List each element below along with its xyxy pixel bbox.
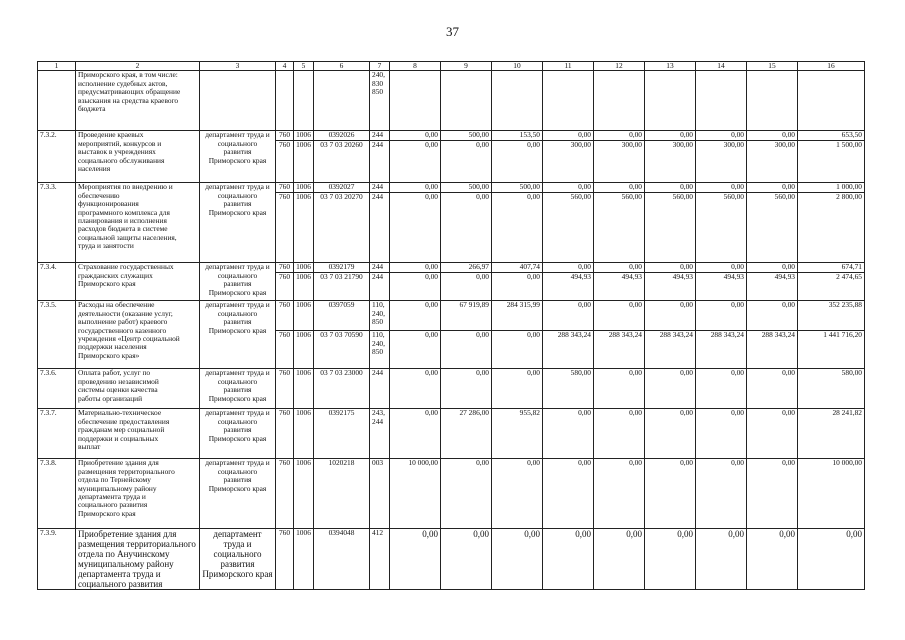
amount-cell: 0,00: [543, 301, 594, 331]
amount-cell: 0,00: [441, 529, 492, 590]
amount-cell: 0,00: [747, 459, 798, 529]
amount-cell: 0,00: [594, 369, 645, 409]
amount-cell: 288 343,24: [747, 331, 798, 369]
amount-cell: 0,00: [645, 301, 696, 331]
amount-cell: 0,00: [492, 369, 543, 409]
amount-cell: [492, 71, 543, 131]
code-expense-type: 244: [370, 273, 390, 301]
amount-cell: 0,00: [390, 369, 441, 409]
amount-cell: 288 343,24: [594, 331, 645, 369]
code-section: 1006: [294, 131, 314, 141]
amount-cell: 0,00: [696, 529, 747, 590]
amount-cell: 0,00: [492, 273, 543, 301]
column-number: 11: [543, 62, 594, 71]
amount-cell: 0,00: [594, 301, 645, 331]
amount-cell: 500,00: [492, 183, 543, 193]
amount-cell: 0,00: [390, 331, 441, 369]
amount-cell: 10 000,00: [390, 459, 441, 529]
amount-cell: 0,00: [747, 409, 798, 459]
amount-cell: 10 000,00: [798, 459, 865, 529]
code-expense-type: 240, 830 850: [370, 71, 390, 131]
amount-cell: 0,00: [390, 273, 441, 301]
item-number: 7.3.8.: [38, 459, 76, 529]
item-name: Расходы на обеспечение деятельности (оказание услуг, выполнение работ) краевого государственного казенного учреждения «Центр социальной поддержки населения Приморского края»: [76, 301, 200, 369]
column-number: 8: [390, 62, 441, 71]
amount-cell: 0,00: [441, 369, 492, 409]
amount-cell: 0,00: [390, 131, 441, 141]
amount-cell: [747, 71, 798, 131]
table-row: [38, 369, 865, 409]
amount-cell: 0,00: [594, 183, 645, 193]
table-row: [38, 409, 865, 459]
column-number: 3: [200, 62, 276, 71]
amount-cell: 288 343,24: [696, 331, 747, 369]
code-target: 1020218: [314, 459, 370, 529]
amount-cell: 494,93: [543, 273, 594, 301]
amount-cell: [543, 71, 594, 131]
code-target: 0392027: [314, 183, 370, 193]
amount-cell: 0,00: [543, 529, 594, 590]
code-target: 0392026: [314, 131, 370, 141]
amount-cell: 352 235,88: [798, 301, 865, 331]
executor: департамент труда и социального развития Приморского края: [200, 369, 276, 409]
code-expense-type: 244: [370, 131, 390, 141]
executor: департамент труда и социального развития Приморского края: [200, 529, 276, 590]
amount-cell: 0,00: [441, 331, 492, 369]
item-number: 7.3.4.: [38, 263, 76, 301]
item-name: Страхование государственных гражданских служащих Приморского края: [76, 263, 200, 301]
amount-cell: 560,00: [543, 193, 594, 263]
code-ministry: 760: [276, 193, 294, 263]
code-ministry: 760: [276, 529, 294, 590]
amount-cell: 0,00: [696, 131, 747, 141]
code-section: 1006: [294, 459, 314, 529]
code-section: 1006: [294, 193, 314, 263]
executor: департамент труда и социального развития Приморского края: [200, 301, 276, 369]
table-row: [38, 131, 865, 141]
code-expense-type: 412: [370, 529, 390, 590]
amount-cell: 0,00: [492, 141, 543, 183]
amount-cell: 674,71: [798, 263, 865, 273]
item-number: 7.3.6.: [38, 369, 76, 409]
code-target: 03 7 03 23000: [314, 369, 370, 409]
amount-cell: 580,00: [798, 369, 865, 409]
amount-cell: 0,00: [594, 263, 645, 273]
code-target: 03 7 03 20270: [314, 193, 370, 263]
code-expense-type: 244: [370, 369, 390, 409]
amount-cell: 288 343,24: [645, 331, 696, 369]
amount-cell: 0,00: [747, 529, 798, 590]
amount-cell: 0,00: [390, 193, 441, 263]
column-number: 13: [645, 62, 696, 71]
code-expense-type: 003: [370, 459, 390, 529]
item-number: 7.3.2.: [38, 131, 76, 183]
code-section: 1006: [294, 409, 314, 459]
amount-cell: 0,00: [798, 529, 865, 590]
amount-cell: 0,00: [696, 369, 747, 409]
amount-cell: 266,97: [441, 263, 492, 273]
column-number: 9: [441, 62, 492, 71]
code-target: 0397059: [314, 301, 370, 331]
amount-cell: 0,00: [747, 263, 798, 273]
amount-cell: 0,00: [696, 183, 747, 193]
code-section: 1006: [294, 301, 314, 331]
code-ministry: 760: [276, 263, 294, 273]
table-row: [38, 183, 865, 193]
amount-cell: 0,00: [696, 409, 747, 459]
amount-cell: 560,00: [645, 193, 696, 263]
code-target: [314, 71, 370, 131]
column-number: 5: [294, 62, 314, 71]
code-ministry: 760: [276, 331, 294, 369]
executor: департамент труда и социального развития Приморского края: [200, 131, 276, 183]
amount-cell: 0,00: [441, 273, 492, 301]
amount-cell: 0,00: [441, 193, 492, 263]
amount-cell: 0,00: [492, 529, 543, 590]
column-number: 16: [798, 62, 865, 71]
item-name: Приморского края, в том числе: исполнение судебных актов, предусматривающих обращение взыскания на средства краевого бюджета: [76, 71, 200, 131]
item-number: [38, 71, 76, 131]
item-name: Мероприятия по внедрению и обеспечению функционирования программного комплекса для планирования и исполнения расходов бюджета в системе социальной защиты населения, труда и занятости: [76, 183, 200, 263]
amount-cell: 0,00: [645, 409, 696, 459]
executor: департамент труда и социального развития Приморского края: [200, 183, 276, 263]
item-name: Приобретение здания для размещения территориального отдела по Тернейскому муниципальному району департамента труда и социального развития Приморского края: [76, 459, 200, 529]
code-section: 1006: [294, 141, 314, 183]
item-number: 7.3.9.: [38, 529, 76, 590]
code-target: 0394048: [314, 529, 370, 590]
table-row: [38, 263, 865, 273]
amount-cell: [696, 71, 747, 131]
amount-cell: 0,00: [594, 131, 645, 141]
amount-cell: 0,00: [645, 263, 696, 273]
code-expense-type: 244: [370, 183, 390, 193]
amount-cell: 0,00: [645, 369, 696, 409]
amount-cell: 1 441 716,20: [798, 331, 865, 369]
column-number: 4: [276, 62, 294, 71]
code-ministry: 760: [276, 459, 294, 529]
amount-cell: 560,00: [696, 193, 747, 263]
amount-cell: 500,00: [441, 183, 492, 193]
amount-cell: 0,00: [594, 409, 645, 459]
code-ministry: 760: [276, 141, 294, 183]
amount-cell: 0,00: [543, 263, 594, 273]
amount-cell: 28 241,82: [798, 409, 865, 459]
amount-cell: 300,00: [747, 141, 798, 183]
amount-cell: 0,00: [390, 141, 441, 183]
amount-cell: 560,00: [747, 193, 798, 263]
code-section: 1006: [294, 263, 314, 273]
page-number: 37: [446, 24, 459, 39]
amount-cell: [594, 71, 645, 131]
code-ministry: 760: [276, 183, 294, 193]
amount-cell: 0,00: [492, 459, 543, 529]
code-ministry: 760: [276, 131, 294, 141]
amount-cell: 494,93: [696, 273, 747, 301]
amount-cell: 0,00: [594, 459, 645, 529]
code-section: 1006: [294, 331, 314, 369]
amount-cell: 2 800,00: [798, 193, 865, 263]
code-ministry: [276, 71, 294, 131]
code-ministry: 760: [276, 409, 294, 459]
code-target: 0392179: [314, 263, 370, 273]
column-number: 14: [696, 62, 747, 71]
code-target: 03 7 03 20260: [314, 141, 370, 183]
executor: департамент труда и социального развития Приморского края: [200, 459, 276, 529]
table-row: [38, 529, 865, 590]
column-number: 12: [594, 62, 645, 71]
amount-cell: 300,00: [696, 141, 747, 183]
amount-cell: 0,00: [696, 263, 747, 273]
item-name: Приобретение здания для размещения территориального отдела по Анучинскому муниципальному району департамента труда и социального развития: [76, 529, 200, 590]
amount-cell: 494,93: [645, 273, 696, 301]
code-section: 1006: [294, 529, 314, 590]
amount-cell: 1 000,00: [798, 183, 865, 193]
table-row: [38, 301, 865, 331]
code-expense-type: 243, 244: [370, 409, 390, 459]
amount-cell: [390, 71, 441, 131]
amount-cell: 1 500,00: [798, 141, 865, 183]
table-row: [38, 71, 865, 131]
amount-cell: 0,00: [747, 369, 798, 409]
amount-cell: 0,00: [645, 459, 696, 529]
amount-cell: 955,82: [492, 409, 543, 459]
code-section: 1006: [294, 369, 314, 409]
item-number: 7.3.3.: [38, 183, 76, 263]
amount-cell: [441, 71, 492, 131]
amount-cell: 300,00: [645, 141, 696, 183]
amount-cell: 27 286,00: [441, 409, 492, 459]
item-name: Оплата работ, услуг по проведению независимой системы оценки качества работы организаций: [76, 369, 200, 409]
header-row: [38, 62, 865, 71]
code-expense-type: 244: [370, 141, 390, 183]
amount-cell: 284 315,99: [492, 301, 543, 331]
amount-cell: 0,00: [390, 409, 441, 459]
item-number: 7.3.7.: [38, 409, 76, 459]
amount-cell: 0,00: [747, 183, 798, 193]
item-number: 7.3.5.: [38, 301, 76, 369]
amount-cell: 560,00: [594, 193, 645, 263]
amount-cell: [645, 71, 696, 131]
code-ministry: 760: [276, 301, 294, 331]
executor: департамент труда и социального развития Приморского края: [200, 409, 276, 459]
code-section: 1006: [294, 273, 314, 301]
code-target: 03 7 03 70590: [314, 331, 370, 369]
amount-cell: 0,00: [594, 529, 645, 590]
executor: департамент труда и социального развития Приморского края: [200, 263, 276, 301]
amount-cell: 0,00: [492, 331, 543, 369]
amount-cell: 300,00: [594, 141, 645, 183]
amount-cell: 0,00: [390, 529, 441, 590]
amount-cell: 580,00: [543, 369, 594, 409]
code-section: 1006: [294, 183, 314, 193]
amount-cell: 288 343,24: [543, 331, 594, 369]
amount-cell: 0,00: [747, 301, 798, 331]
amount-cell: 67 919,89: [441, 301, 492, 331]
code-expense-type: 110, 240, 850: [370, 331, 390, 369]
amount-cell: 0,00: [441, 459, 492, 529]
code-ministry: 760: [276, 369, 294, 409]
column-number: 2: [76, 62, 200, 71]
amount-cell: 0,00: [645, 183, 696, 193]
code-expense-type: 110, 240, 850: [370, 301, 390, 331]
amount-cell: 0,00: [441, 141, 492, 183]
table-row: [38, 459, 865, 529]
amount-cell: 0,00: [543, 459, 594, 529]
item-name: Проведение краевых мероприятий, конкурсов и выставок в учреждениях социального обслуживания населения: [76, 131, 200, 183]
amount-cell: 0,00: [543, 409, 594, 459]
amount-cell: 0,00: [696, 301, 747, 331]
amount-cell: 0,00: [747, 131, 798, 141]
code-section: [294, 71, 314, 131]
amount-cell: 0,00: [645, 529, 696, 590]
code-expense-type: 244: [370, 193, 390, 263]
column-number: 15: [747, 62, 798, 71]
amount-cell: 2 474,65: [798, 273, 865, 301]
amount-cell: 0,00: [492, 193, 543, 263]
executor: [200, 71, 276, 131]
amount-cell: 300,00: [543, 141, 594, 183]
code-ministry: 760: [276, 273, 294, 301]
amount-cell: 0,00: [543, 131, 594, 141]
amount-cell: 494,93: [747, 273, 798, 301]
item-name: Материально-техническое обеспечение предоставления гражданам мер социальной поддержки и социальных выплат: [76, 409, 200, 459]
amount-cell: 0,00: [390, 263, 441, 273]
amount-cell: 653,50: [798, 131, 865, 141]
code-target: 03 7 03 21790: [314, 273, 370, 301]
amount-cell: 500,00: [441, 131, 492, 141]
code-expense-type: 244: [370, 263, 390, 273]
amount-cell: 0,00: [696, 459, 747, 529]
column-number: 7: [370, 62, 390, 71]
code-target: 0392175: [314, 409, 370, 459]
amount-cell: 407,74: [492, 263, 543, 273]
column-number: 10: [492, 62, 543, 71]
column-number: 6: [314, 62, 370, 71]
amount-cell: 0,00: [645, 131, 696, 141]
amount-cell: 0,00: [390, 301, 441, 331]
amount-cell: 153,50: [492, 131, 543, 141]
amount-cell: 0,00: [543, 183, 594, 193]
budget-table: [37, 61, 865, 590]
amount-cell: 0,00: [390, 183, 441, 193]
amount-cell: 494,93: [594, 273, 645, 301]
amount-cell: [798, 71, 865, 131]
column-number: 1: [38, 62, 76, 71]
